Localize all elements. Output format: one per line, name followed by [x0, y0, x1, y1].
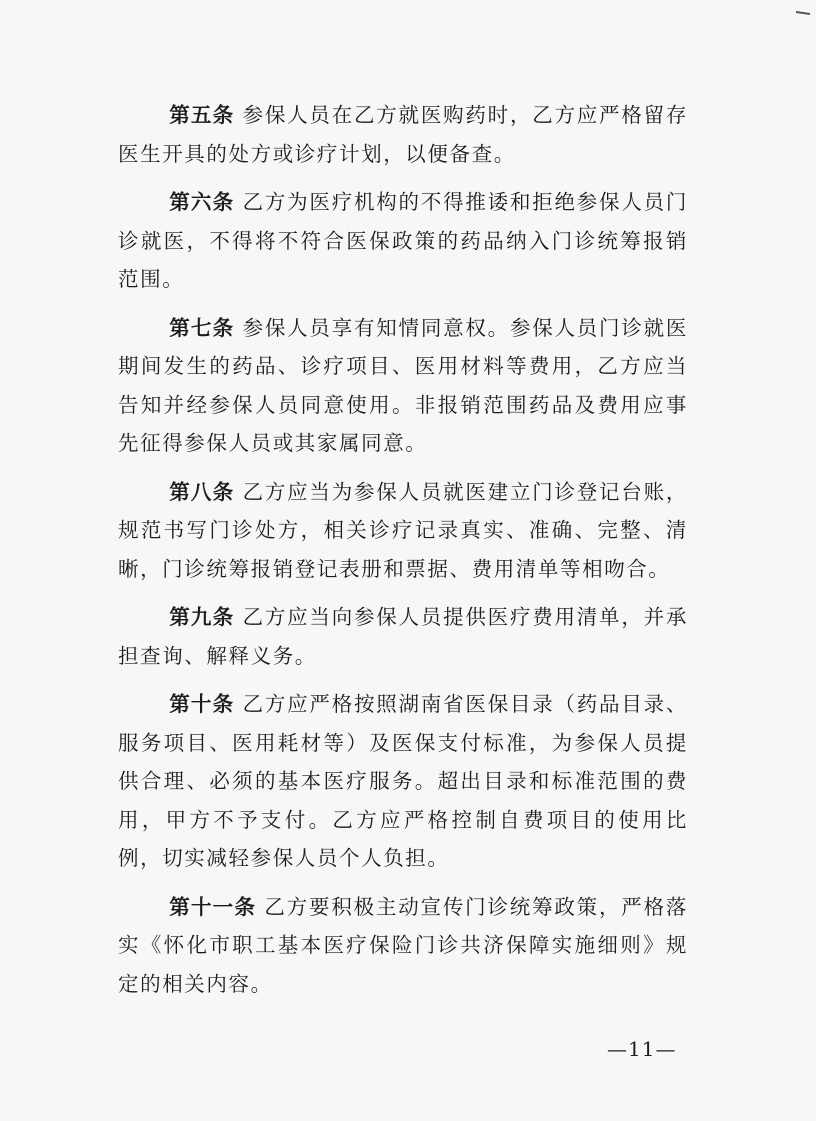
page-number: —11—	[607, 1037, 677, 1061]
document-body	[118, 96, 688, 1013]
article-heading: 第九条	[169, 605, 235, 629]
article-heading: 第七条	[169, 315, 235, 340]
article-8	[118, 473, 688, 589]
article-11	[118, 888, 688, 1004]
article-text: 乙方应严格按照湖南省医保目录（药品目录、服务项目、医用耗材等）及医保支付标准，为参保人员提供合理、必须的基本医疗服务。超出目录和标准范围的费用，甲方不予支付。乙方应严格控制自费项目的使用比例，切实减轻参保人员个人负担。	[118, 692, 688, 870]
article-heading: 第六条	[169, 190, 235, 214]
article-heading: 第五条	[169, 103, 235, 127]
article-text: 乙方为医疗机构的不得推诿和拒绝参保人员门诊就医，不得将不符合医保政策的药品纳入门诊统筹报销范围。	[118, 190, 688, 291]
article-7	[118, 309, 688, 463]
article-heading: 第八条	[169, 479, 235, 504]
article-heading: 第十条	[169, 692, 235, 716]
article-6	[118, 183, 688, 299]
article-text: 乙方应当为参保人员就医建立门诊登记台账，规范书写门诊处方，相关诊疗记录真实、准确、完整、清晰，门诊统筹报销登记表册和票据、费用清单等相吻合。	[118, 479, 688, 581]
article-text: 参保人员在乙方就医购药时，乙方应严格留存医生开具的处方或诊疗计划，以便备查。	[118, 103, 688, 166]
article-10	[118, 685, 688, 878]
article-text: 参保人员享有知情同意权。参保人员门诊就医期间发生的药品、诊疗项目、医用材料等费用，乙方应当告知并经参保人员同意使用。非报销范围药品及费用应事先征得参保人员或其家属同意。	[118, 315, 688, 455]
article-9	[118, 598, 688, 675]
article-heading: 第十一条	[169, 894, 257, 919]
article-text: 乙方应当向参保人员提供医疗费用清单，并承担查询、解释义务。	[118, 605, 688, 668]
scan-corner-mark	[796, 11, 810, 15]
article-5	[118, 96, 688, 173]
article-text: 乙方要积极主动宣传门诊统筹政策，严格落实《怀化市职工基本医疗保险门诊共济保障实施细则》规定的相关内容。	[118, 894, 688, 996]
